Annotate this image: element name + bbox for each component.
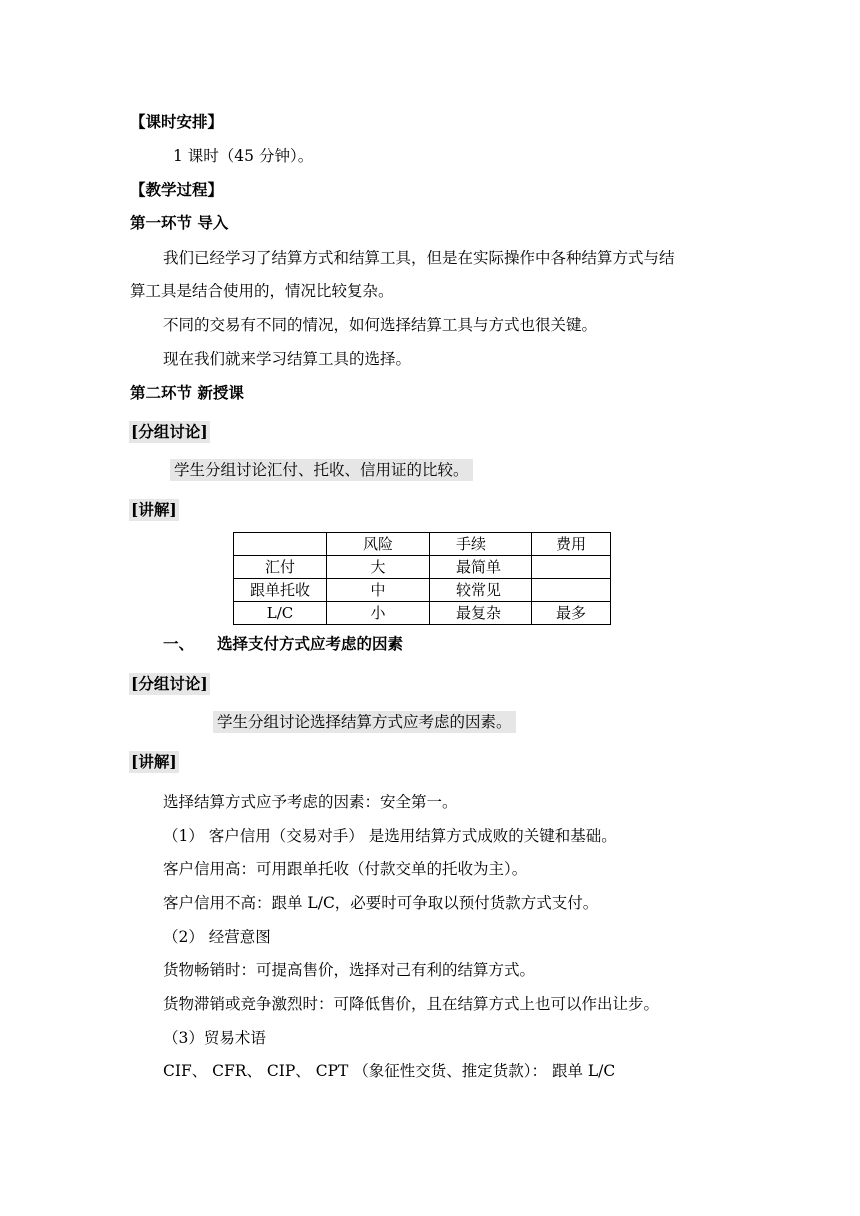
table-header-row <box>234 533 611 556</box>
body-line: （2） 经营意图 <box>163 928 271 946</box>
discussion-tag: [分组讨论] <box>131 422 208 441</box>
table-header-cell: 手续 <box>430 533 532 556</box>
discussion-text: 学生分组讨论选择结算方式应考虑的因素。 <box>213 711 516 733</box>
explain-tag: [讲解] <box>131 500 177 519</box>
table-cell: 汇付 <box>234 556 327 579</box>
table-cell <box>532 556 611 579</box>
table-cell: 最复杂 <box>430 602 532 625</box>
discussion-tag: [分组讨论] <box>131 674 208 693</box>
table-header-cell: 费用 <box>532 533 611 556</box>
body-line: 客户信用高：可用跟单托收（付款交单的托收为主）。 <box>163 860 528 878</box>
comparison-table <box>233 532 611 625</box>
table-row <box>234 556 611 579</box>
body-line: CIF、 CFR、 CIP、 CPT （象征性交货、推定货款）： 跟单 L/C <box>163 1062 616 1080</box>
table-row <box>234 602 611 625</box>
step1-para3: 现在我们就来学习结算工具的选择。 <box>163 350 412 368</box>
body-line: （3）贸易术语 <box>163 1029 266 1047</box>
table-cell: 大 <box>327 556 430 579</box>
section1-title: 选择支付方式应考虑的因素 <box>217 634 404 653</box>
body-line: （1） 客户信用（交易对手） 是选用结算方式成败的关键和基础。 <box>163 827 617 845</box>
table-cell: L/C <box>234 602 327 625</box>
process-heading: 【教学过程】 <box>130 180 224 199</box>
step2-heading: 第二环节 新授课 <box>130 383 244 402</box>
step1-para1-line1: 我们已经学习了结算方式和结算工具，但是在实际操作中各种结算方式与结 <box>163 249 675 267</box>
section1-number: 一、 <box>163 634 195 653</box>
schedule-text: 1 课时（45 分钟）。 <box>173 147 314 165</box>
schedule-heading: 【课时安排】 <box>130 112 224 131</box>
table-header-cell <box>234 533 327 556</box>
step1-para1-line2: 算工具是结合使用的，情况比较复杂。 <box>130 282 394 300</box>
body-line: 货物滞销或竞争激烈时：可降低售价，且在结算方式上也可以作出让步。 <box>163 995 660 1013</box>
table-cell: 最多 <box>532 602 611 625</box>
body-line: 客户信用不高：跟单 L/C，必要时可争取以预付货款方式支付。 <box>163 894 599 912</box>
body-line: 选择结算方式应予考虑的因素：安全第一。 <box>163 793 458 811</box>
explain-tag: [讲解] <box>131 752 177 771</box>
table-header-cell: 风险 <box>327 533 430 556</box>
step1-heading: 第一环节 导入 <box>130 213 229 232</box>
table-cell <box>532 579 611 602</box>
table-cell: 小 <box>327 602 430 625</box>
step1-para2: 不同的交易有不同的情况，如何选择结算工具与方式也很关键。 <box>163 316 598 334</box>
discussion-text: 学生分组讨论汇付、托收、信用证的比较。 <box>170 459 473 481</box>
table-cell: 中 <box>327 579 430 602</box>
table-cell: 较常见 <box>430 579 532 602</box>
body-line: 货物畅销时：可提高售价，选择对己有利的结算方式。 <box>163 961 536 979</box>
table-cell: 最简单 <box>430 556 532 579</box>
table-cell: 跟单托收 <box>234 579 327 602</box>
table-row <box>234 579 611 602</box>
